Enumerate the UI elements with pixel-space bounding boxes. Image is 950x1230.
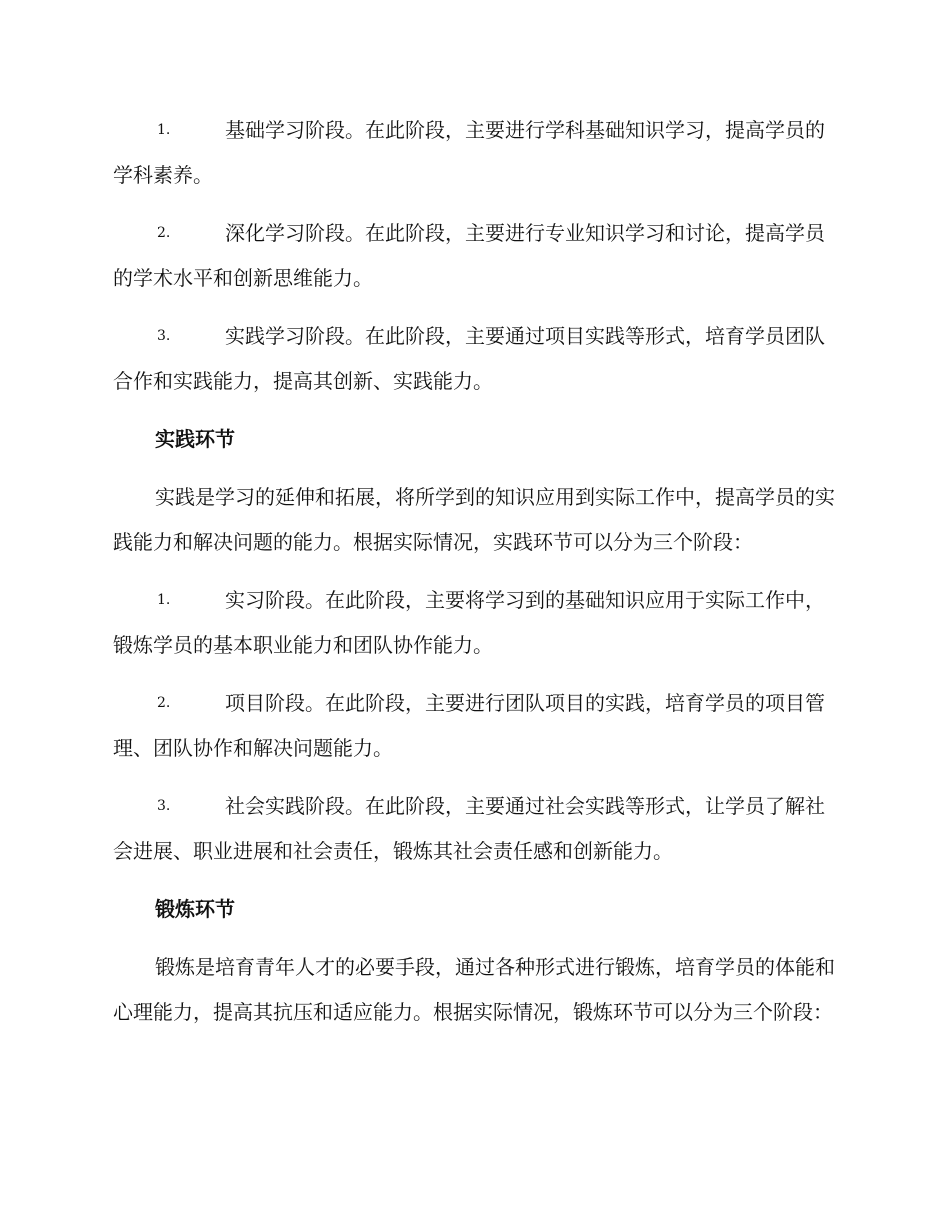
list-number: 2. (157, 225, 171, 241)
list-item (113, 211, 835, 301)
list-item-text: 基础学习阶段。在此阶段，主要进行学科基础知识学习，提高学员的学科素养。 (113, 118, 825, 187)
section-heading-practice: 实践环节 (155, 427, 235, 451)
list-item (113, 108, 835, 198)
list-item-text: 深化学习阶段。在此阶段，主要进行专业知识学习和讨论，提高学员的学术水平和创新思维能力。 (113, 221, 825, 290)
list-item (113, 784, 835, 874)
list-item-text: 项目阶段。在此阶段，主要进行团队项目的实践，培育学员的项目管理、团队协作和解决问题能力。 (113, 691, 825, 760)
section-heading-exercise: 锻炼环节 (155, 897, 235, 921)
list-number: 3. (157, 798, 171, 814)
list-item (113, 681, 835, 771)
list-item (113, 578, 835, 668)
list-number: 1. (157, 122, 171, 138)
list-number: 1. (157, 592, 171, 608)
document-body (113, 108, 835, 1048)
list-number: 3. (157, 328, 171, 344)
list-number: 2. (157, 695, 171, 711)
list-item-text: 社会实践阶段。在此阶段，主要通过社会实践等形式，让学员了解社会进展、职业进展和社会责任，锻炼其社会责任感和创新能力。 (113, 794, 825, 863)
practice-intro-paragraph: 实践是学习的延伸和拓展，将所学到的知识应用到实际工作中，提高学员的实践能力和解决问题的能力。根据实际情况，实践环节可以分为三个阶段： (113, 485, 835, 554)
list-item (113, 314, 835, 404)
list-item-text: 实习阶段。在此阶段，主要将学习到的基础知识应用于实际工作中，锻炼学员的基本职业能力和团队协作能力。 (113, 588, 825, 657)
exercise-intro-paragraph: 锻炼是培育青年人才的必要手段，通过各种形式进行锻炼，培育学员的体能和心理能力，提高其抗压和适应能力。根据实际情况，锻炼环节可以分为三个阶段： (113, 955, 835, 1024)
list-item-text: 实践学习阶段。在此阶段，主要通过项目实践等形式，培育学员团队合作和实践能力，提高其创新、实践能力。 (113, 324, 825, 393)
